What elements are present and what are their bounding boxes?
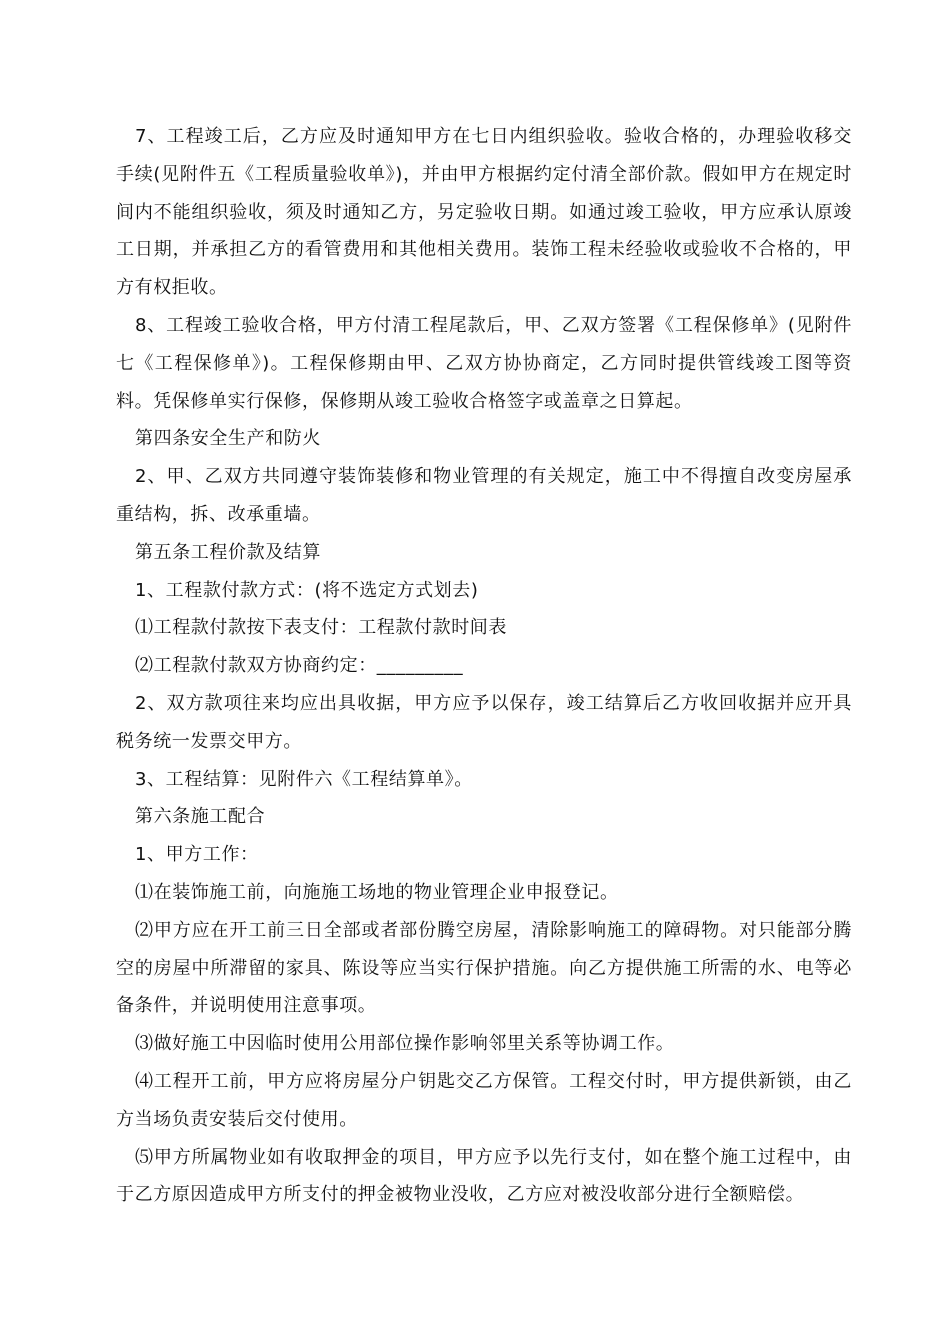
section-5-item-1-option-2: ⑵工程款付款双方协商约定：_________ [135, 655, 464, 677]
section-6-item-1: 1、甲方工作： [135, 844, 259, 866]
section-6-item-1-sub-2: ⑵甲方应在开工前三日全部或者部份腾空房屋，清除影响施工的障碍物。对只能部分腾空的房屋中所滞留的家具、陈设等应当实行保护措施。向乙方提供施工所需的水、电等必备条件，并说明使用注意事项。 [116, 919, 852, 1017]
section-6-item-1-sub-4: ⑷工程开工前，甲方应将房屋分户钥匙交乙方保管。工程交付时，甲方提供新锁，由乙方当场负责安装后交付使用。 [116, 1070, 852, 1130]
section-5-item-2: 2、双方款项往来均应出具收据，甲方应予以保存，竣工结算后乙方收回收据并应开具税务统一发票交甲方。 [116, 692, 852, 752]
clause-7-acceptance: 7、工程竣工后，乙方应及时通知甲方在七日内组织验收。验收合格的，办理验收移交手续(见附件五《工程质量验收单》)，并由甲方根据约定付清全部价款。假如甲方在规定时间内不能组织验收，须及时通知乙方，另定验收日期。如通过竣工验收，甲方应承认原竣工日期，并承担乙方的看管费用和其他相关费用。装饰工程未经验收或验收不合格的，甲方有权拒收。 [116, 126, 852, 299]
section-6-heading: 第六条施工配合 [135, 806, 266, 828]
section-4-heading: 第四条安全生产和防火 [135, 428, 321, 450]
section-5-item-1: 1、工程款付款方式：(将不选定方式划去) [135, 579, 479, 601]
clause-8-warranty: 8、工程竣工验收合格，甲方付清工程尾款后，甲、乙双方签署《工程保修单》(见附件七《工程保修单》)。工程保修期由甲、乙双方协协商定，乙方同时提供管线竣工图等资料。凭保修单实行保修，保修期从竣工验收合格签字或盖章之日算起。 [116, 314, 852, 412]
section-6-item-1-sub-5: ⑸甲方所属物业如有收取押金的项目，甲方应予以先行支付，如在整个施工过程中，由于乙方原因造成甲方所支付的押金被物业没收，乙方应对被没收部分进行全额赔偿。 [116, 1146, 852, 1206]
section-5-heading: 第五条工程价款及结算 [135, 541, 321, 563]
document-body [116, 118, 852, 1214]
section-6-item-1-sub-3: ⑶做好施工中因临时使用公用部位操作影响邻里关系等协调工作。 [135, 1033, 675, 1055]
section-4-item-2: 2、甲、乙双方共同遵守装饰装修和物业管理的有关规定，施工中不得擅自改变房屋承重结构，拆、改承重墙。 [116, 466, 852, 525]
section-5-item-3: 3、工程结算：见附件六《工程结算单》。 [135, 768, 473, 790]
section-5-item-1-option-1: ⑴工程款付款按下表支付：工程款付款时间表 [135, 617, 507, 639]
section-6-item-1-sub-1: ⑴在装饰施工前，向施施工场地的物业管理企业申报登记。 [135, 881, 619, 903]
